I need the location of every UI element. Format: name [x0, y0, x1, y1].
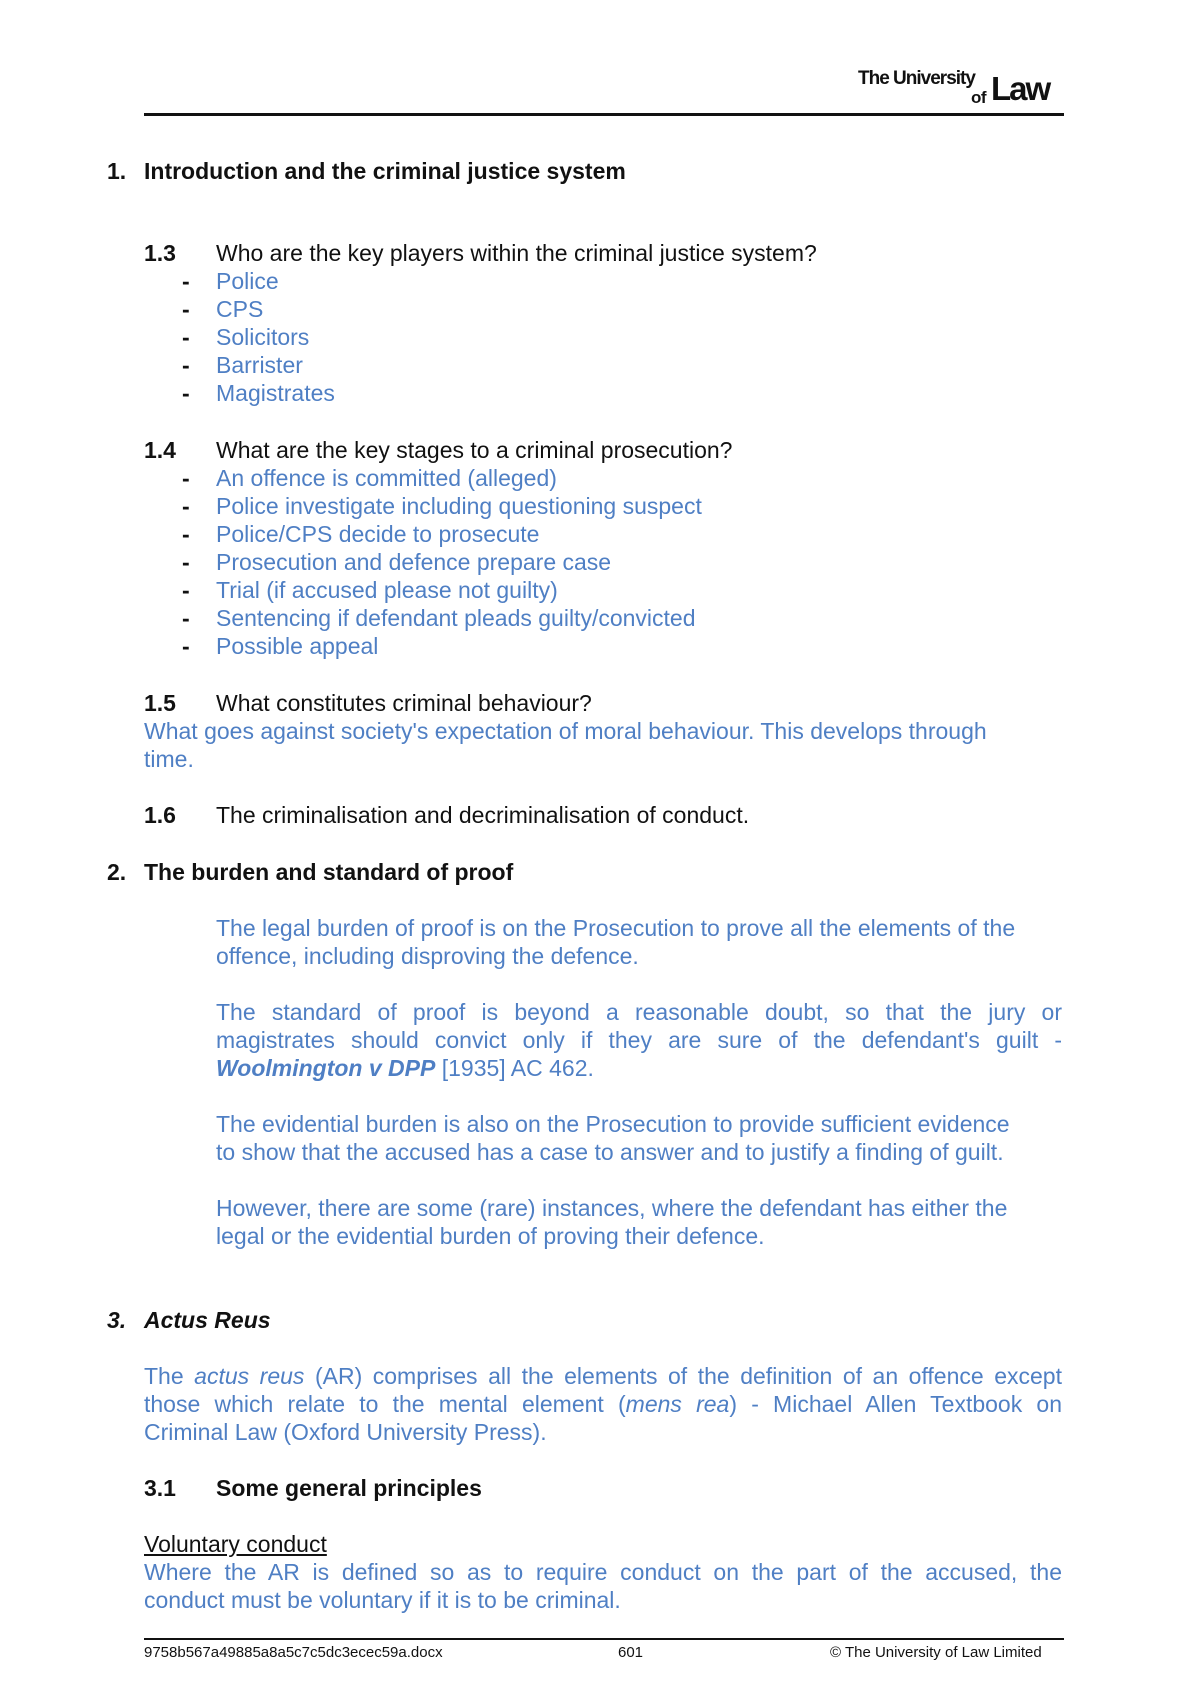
university-of-law-logo	[858, 64, 1068, 108]
list-dash: -	[182, 493, 190, 519]
section-3-number: 3.	[107, 1307, 127, 1333]
list-dash: -	[182, 521, 190, 547]
list-dash: -	[182, 465, 190, 491]
section-1-number: 1.	[107, 158, 127, 184]
burden-paragraph-line: The legal burden of proof is on the Prosecution to prove all the elements of the	[216, 915, 1016, 941]
q13-number: 1.3	[144, 240, 176, 266]
list-item: Police/CPS decide to prosecute	[216, 521, 540, 547]
q15-question: What constitutes criminal behaviour?	[216, 690, 592, 716]
logo-text-top: The University	[858, 68, 975, 89]
footer-page-number: 601	[618, 1644, 644, 1661]
list-item: An offence is committed (alleged)	[216, 465, 557, 491]
list-item: Police	[216, 268, 279, 294]
section-1-title: Introduction and the criminal justice system	[144, 158, 626, 184]
list-item: Prosecution and defence prepare case	[216, 549, 612, 575]
section-3-title: Actus Reus	[144, 1307, 271, 1333]
actus-reus-definition-line: The actus reus (AR) comprises all the elements of the definition of an offence except	[144, 1363, 1062, 1389]
list-dash: -	[182, 268, 190, 294]
list-dash: -	[182, 605, 190, 631]
actus-reus-definition-line: those which relate to the mental element (mens rea) - Michael Allen Textbook on	[144, 1391, 1062, 1417]
evidential-paragraph-line: to show that the accused has a case to answer and to justify a finding of guilt.	[216, 1139, 1004, 1165]
case-citation: [1935] AC 462.	[435, 1055, 594, 1081]
header-rule	[144, 113, 1064, 116]
list-item: Trial (if accused please not guilty)	[216, 577, 558, 603]
evidential-paragraph-line: The evidential burden is also on the Prosecution to provide sufficient evidence	[216, 1111, 1010, 1137]
list-item: Solicitors	[216, 324, 310, 350]
list-dash: -	[182, 633, 190, 659]
q15-answer-line: What goes against society's expectation of moral behaviour. This develops through	[144, 718, 987, 744]
q16-question: The criminalisation and decriminalisation of conduct.	[216, 802, 750, 828]
case-citation-line	[216, 1054, 594, 1082]
voluntary-conduct-line: Where the AR is defined so as to require conduct on the part of the accused, the	[144, 1559, 1062, 1585]
list-item: Police investigate including questioning suspect	[216, 493, 702, 519]
actus-reus-definition-line: Criminal Law (Oxford University Press).	[144, 1419, 547, 1445]
exceptions-paragraph-line: legal or the evidential burden of proving their defence.	[216, 1223, 765, 1249]
q14-number: 1.4	[144, 437, 176, 463]
section-2-number: 2.	[107, 859, 127, 885]
list-item: Barrister	[216, 352, 303, 378]
list-dash: -	[182, 577, 190, 603]
list-item: CPS	[216, 296, 264, 322]
q16-number: 1.6	[144, 802, 176, 828]
standard-paragraph-line: The standard of proof is beyond a reasonable doubt, so that the jury or	[216, 999, 1062, 1025]
q14-question: What are the key stages to a criminal prosecution?	[216, 437, 733, 463]
list-item: Sentencing if defendant pleads guilty/convicted	[216, 605, 696, 631]
list-dash: -	[182, 549, 190, 575]
q15-number: 1.5	[144, 690, 176, 716]
footer-copyright: © The University of Law Limited	[830, 1644, 1042, 1661]
footer-rule	[144, 1638, 1064, 1640]
footer-doc-name: 9758b567a49885a8a5c7c5dc3ecec59a.docx	[144, 1644, 443, 1661]
voluntary-conduct-heading: Voluntary conduct	[144, 1531, 327, 1557]
list-dash: -	[182, 324, 190, 350]
subsection-3-1-title: Some general principles	[216, 1475, 482, 1501]
list-dash: -	[182, 296, 190, 322]
section-2-title: The burden and standard of proof	[144, 859, 514, 885]
list-dash: -	[182, 352, 190, 378]
list-item: Magistrates	[216, 380, 335, 406]
logo-text-law: Law	[991, 70, 1050, 107]
standard-paragraph-line: magistrates should convict only if they are sure of the defendant's guilt -	[216, 1027, 1062, 1053]
subsection-3-1-number: 3.1	[144, 1475, 176, 1501]
q13-question: Who are the key players within the criminal justice system?	[216, 240, 817, 266]
logo-text-of: of	[971, 88, 987, 107]
list-dash: -	[182, 380, 190, 406]
exceptions-paragraph-line: However, there are some (rare) instances, where the defendant has either the	[216, 1195, 1008, 1221]
list-item: Possible appeal	[216, 633, 379, 659]
voluntary-conduct-line: conduct must be voluntary if it is to be criminal.	[144, 1587, 621, 1613]
case-name: Woolmington v DPP	[216, 1055, 436, 1081]
burden-paragraph-line: offence, including disproving the defence.	[216, 943, 639, 969]
q15-answer-line: time.	[144, 746, 194, 772]
